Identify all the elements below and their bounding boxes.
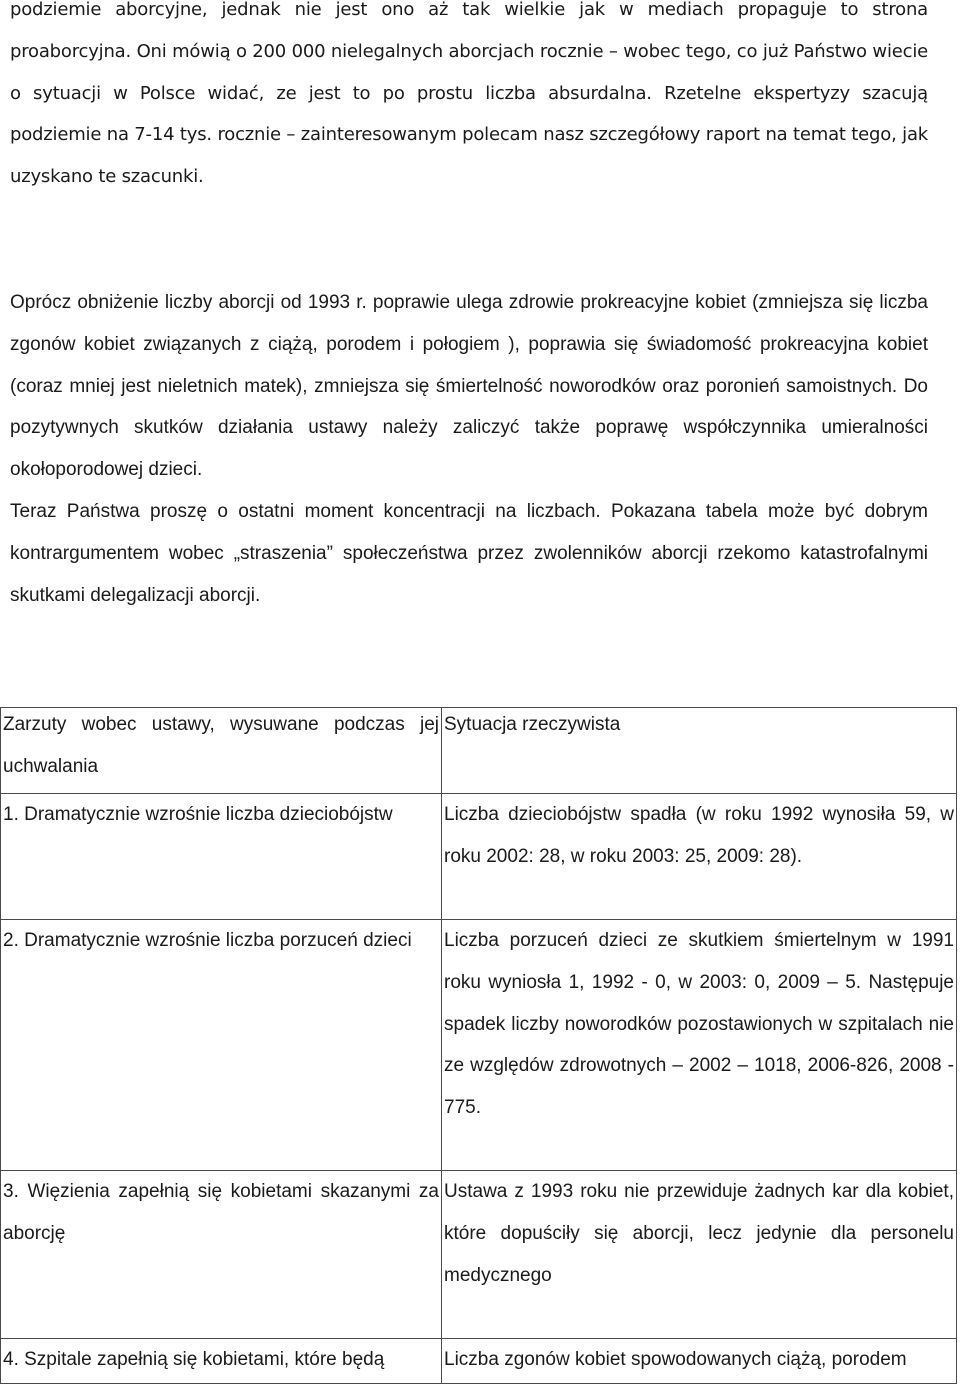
table-row <box>1 1171 957 1339</box>
header-reality-label: Sytuacja rzeczywista <box>444 714 621 735</box>
header-claims-label: Zarzuty wobec ustawy, wysuwane podczas jej uchwalania <box>3 714 439 777</box>
paragraph-health-outcomes-text: Oprócz obniżenie liczby aborcji od 1993 r. poprawie ulega zdrowie prokreacyjne kobiet (zmniejsza się liczba zgonów kobiet związanych z ciążą, porodem i połogiem ), poprawia się świadomość prokreacyjna kobiet (coraz mniej jest nieletnich matek), zmniejsza się śmiertelność noworodków oraz poronień samoistnych. Do pozytywnych skutków działania ustawy należy zaliczyć także poprawę współczynnika umieralności okołoporodowej dzieci. <box>10 292 928 481</box>
paragraph-health-outcomes <box>10 282 928 616</box>
paragraph-underground-abortion: podziemie aborcyjne, jednak nie jest ono aż tak wielkie jak w mediach propaguje to strona proaborcyjna. Oni mówią o 200 000 nielegalnych aborcjach rocznie – wobec tego, co już Państwo wiecie o sytuacji w Polsce widać, ze jest to po prostu liczba absurdalna. Rzetelne ekspertyzy szacują podziemie na 7-14 tys. rocznie – zainteresowanym polecam nasz szczegółowy raport na temat tego, jak uzyskano te szacunki. <box>10 0 928 188</box>
table-row <box>1 794 957 920</box>
reality-cell: Liczba dzieciobójstw spadła (w roku 1992 wynosiła 59, w roku 2002: 28, w roku 2003: 25, 2009: 28). <box>442 794 957 920</box>
paragraph-table-intro-text: Teraz Państwa proszę o ostatni moment koncentracji na liczbach. Pokazana tabela może być dobrym kontrargumentem wobec „straszenia” społeczeństwa przez zwolenników aborcji rzekomo katastrofalnymi skutkami delegalizacji aborcji. <box>10 500 928 606</box>
table-row <box>1 1339 957 1384</box>
header-claims <box>1 708 442 794</box>
claim-cell: 4. Szpitale zapełnią się kobietami, które będą <box>1 1339 442 1384</box>
claim-cell: 3. Więzienia zapełnią się kobietami skazanymi za aborcję <box>1 1171 442 1339</box>
reality-cell: Liczba porzuceń dzieci ze skutkiem śmiertelnym w 1991 roku wyniosła 1, 1992 - 0, w 2003: 0, 2009 – 5. Następuje spadek liczby noworodków pozostawionych w szpitalach nie ze względów zdrowotnych – 2002 – 1018, 2006-826, 2008 - 775. <box>442 920 957 1171</box>
claim-cell: 2. Dramatycznie wzrośnie liczba porzuceń dzieci <box>1 920 442 1171</box>
reality-cell: Ustawa z 1993 roku nie przewiduje żadnych kar dla kobiet, które dopuściły się aborcji, lecz jedynie dla personelu medycznego <box>442 1171 957 1339</box>
claims-vs-reality-table <box>0 707 957 1384</box>
reality-cell: Liczba zgonów kobiet spowodowanych ciążą, porodem <box>442 1339 957 1384</box>
claim-cell: 1. Dramatycznie wzrośnie liczba dzieciobójstw <box>1 794 442 920</box>
table-header-row <box>1 708 957 794</box>
table-row <box>1 920 957 1171</box>
header-reality <box>442 708 957 794</box>
